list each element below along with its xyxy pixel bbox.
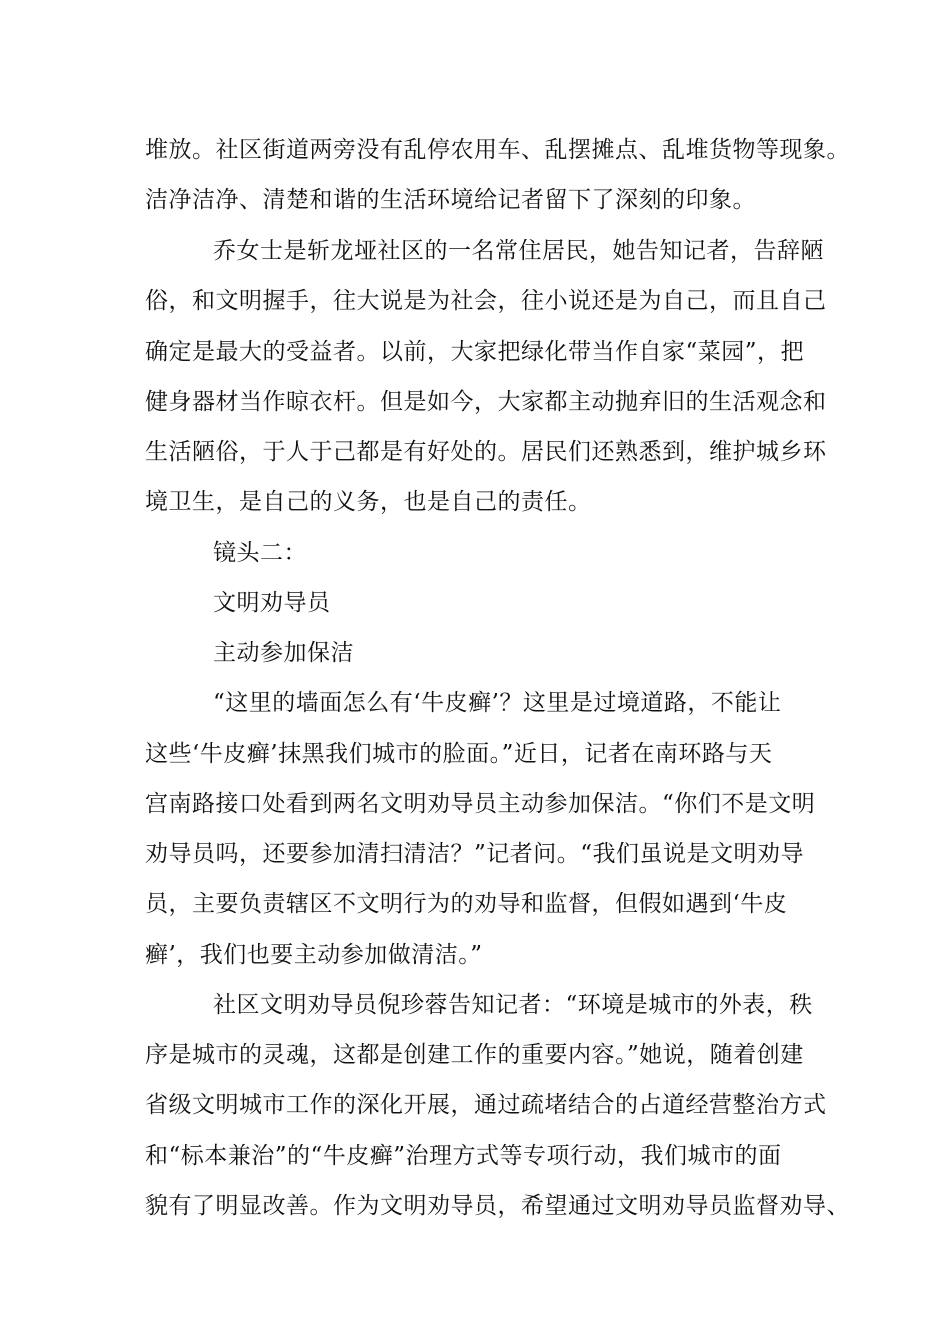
section-heading: 镜头二： <box>213 540 307 566</box>
paragraph-line: 俗，和文明握手，往大说是为社会，往小说还是为自己，而且自己 <box>145 288 827 314</box>
paragraph-line: 序是城市的灵魂，这都是创建工作的重要内容。”她说，随着创建 <box>145 1042 804 1068</box>
paragraph-line: 洁净洁净、清楚和谐的生活环境给记者留下了深刻的印象。 <box>145 187 756 213</box>
paragraph-line: 宫南路接口处看到两名文明劝导员主动参加保洁。“你们不是文明 <box>145 791 816 817</box>
paragraph-line: 堆放。社区街道两旁没有乱停农用车、乱摆摊点、乱堆货物等现象。 <box>145 137 850 163</box>
paragraph-line: 生活陋俗，于人于己都是有好处的。居民们还熟悉到，维护城乡环 <box>145 439 827 465</box>
paragraph-line: 和“标本兼治”的“牛皮癣”治理方式等专项行动，我们城市的面 <box>145 1143 782 1169</box>
paragraph-line: 省级文明城市工作的深化开展，通过疏堵结合的占道经营整治方式 <box>145 1092 827 1118</box>
paragraph-line: 境卫生，是自己的义务，也是自己的责任。 <box>145 489 592 515</box>
paragraph-line: 确定是最大的受益者。以前，大家把绿化带当作自家“菜园”，把 <box>145 339 805 365</box>
section-subheading: 主动参加保洁 <box>213 640 354 666</box>
paragraph-line: 员，主要负责辖区不文明行为的劝导和监督，但假如遇到‘牛皮 <box>145 891 788 917</box>
paragraph-line: 劝导员吗，还要参加清扫清洁？”记者问。“我们虽说是文明劝导 <box>145 841 805 867</box>
paragraph-line: 这些‘牛皮癣’抹黑我们城市的脸面。”近日，记者在南环路与天 <box>145 741 773 767</box>
paragraph-line: 乔女士是斩龙垭社区的一名常住居民，她告知记者，告辞陋 <box>213 238 824 264</box>
paragraph-line: “这里的墙面怎么有‘牛皮癣’？这里是过境道路，不能让 <box>213 690 782 716</box>
paragraph-line: 癣’，我们也要主动参加做清洁。” <box>145 942 483 968</box>
paragraph-line: 健身器材当作晾衣杆。但是如今，大家都主动抛弃旧的生活观念和 <box>145 389 827 415</box>
paragraph-line: 社区文明劝导员倪珍蓉告知记者：“环境是城市的外表，秩 <box>213 992 813 1018</box>
section-subheading: 文明劝导员 <box>213 590 331 616</box>
paragraph-line: 貌有了明显改善。作为文明劝导员，希望通过文明劝导员监督劝导、 <box>145 1193 850 1219</box>
